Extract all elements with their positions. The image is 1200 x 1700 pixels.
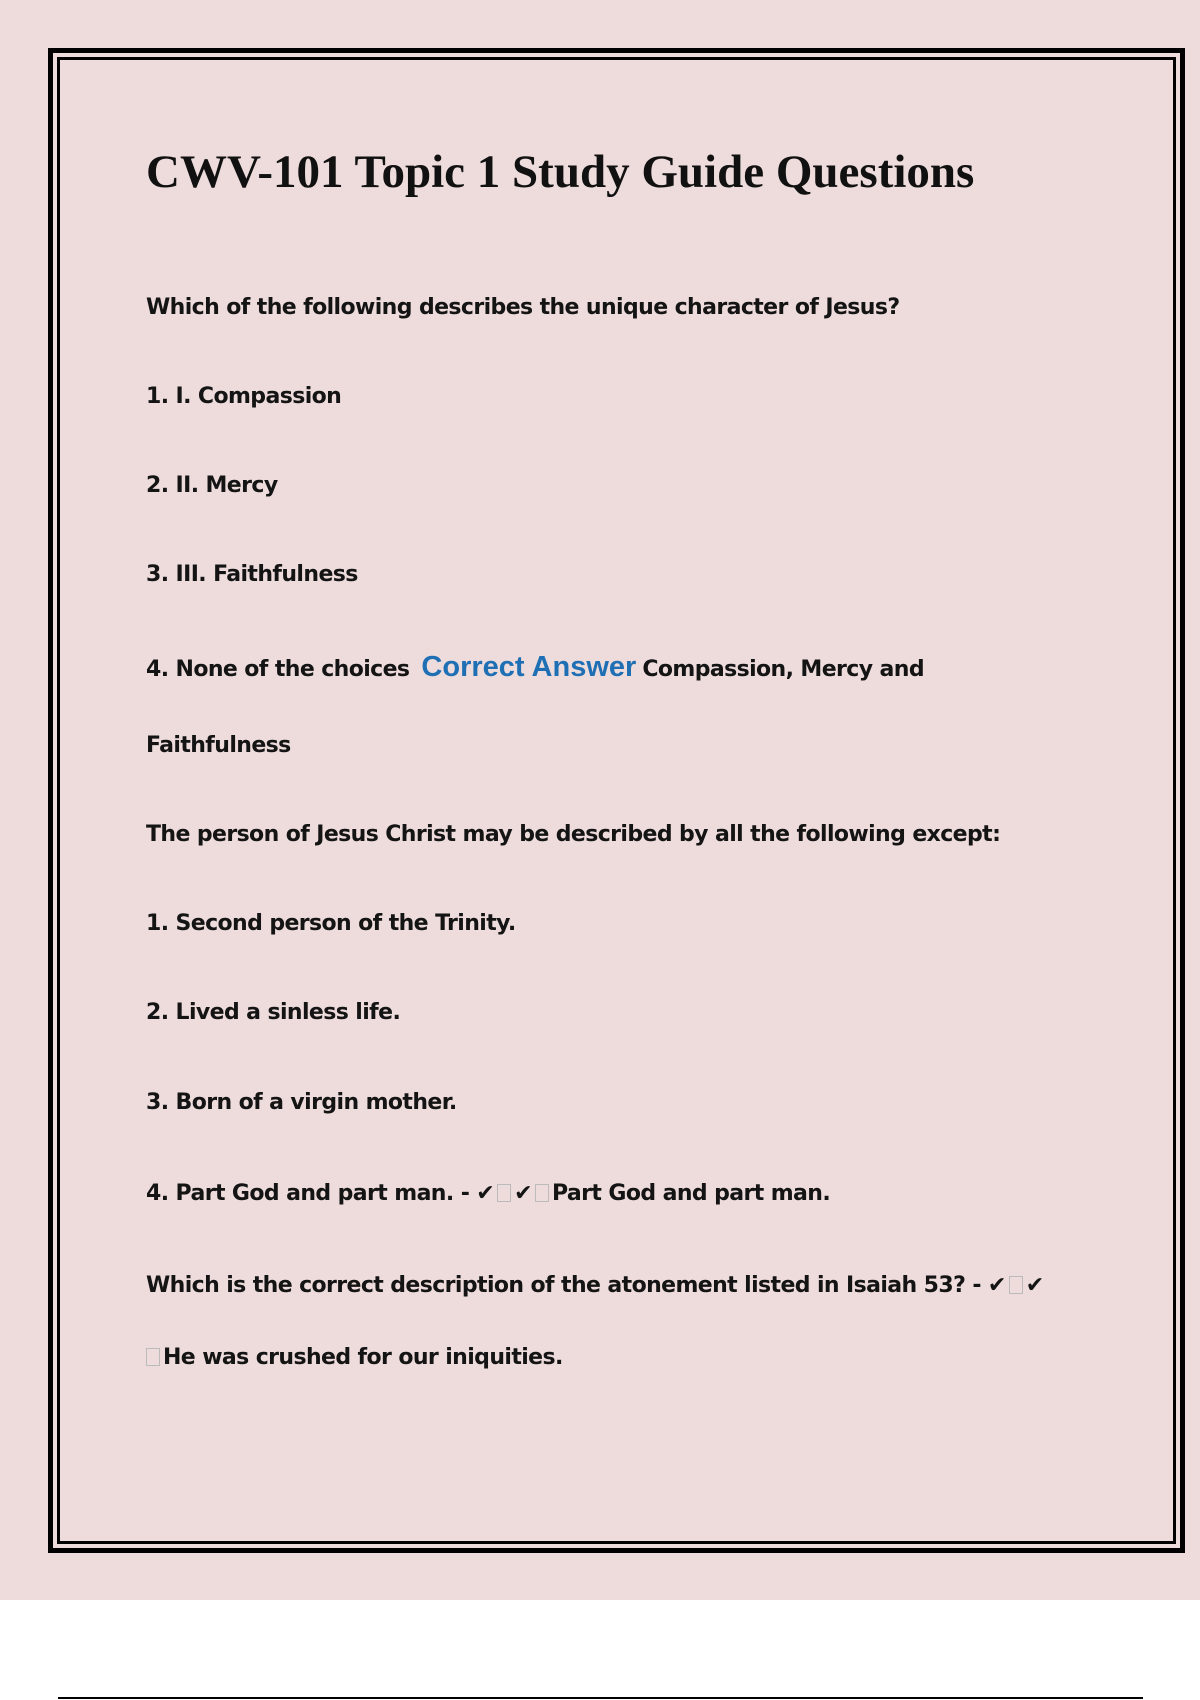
q3-answer: He was crushed for our iniquities. — [163, 1345, 563, 1370]
q1-answer-part2: Faithfulness — [146, 733, 291, 758]
question-2: The person of Jesus Christ may be described by all the following except: — [146, 822, 1001, 847]
q2-answer: Part God and part man. — [551, 1181, 831, 1206]
q1-option-2: 2. II. Mercy — [146, 473, 278, 498]
q2-option-1: 1. Second person of the Trinity. — [146, 911, 516, 936]
glyph-box-icon — [146, 1348, 160, 1366]
question-3: Which is the correct description of the atonement listed in Isaiah 53? - — [146, 1273, 981, 1298]
footer-rule — [58, 1697, 1143, 1699]
check-icon: ✔ — [987, 1273, 1006, 1298]
q2-option-4: 4. Part God and part man. - — [146, 1181, 470, 1206]
q2-option-4-line — [146, 1181, 830, 1206]
question-3-line — [146, 1273, 1044, 1298]
q2-option-2: 2. Lived a sinless life. — [146, 1000, 401, 1025]
page-title: CWV-101 Topic 1 Study Guide Questions — [146, 146, 975, 198]
q1-option-4: 4. None of the choices — [146, 657, 410, 682]
inner-border — [57, 57, 1176, 1544]
check-icon: ✔ — [476, 1181, 495, 1206]
q1-answer-part1: Compassion, Mercy and — [642, 657, 924, 682]
glyph-box-icon — [497, 1184, 511, 1202]
check-icon: ✔ — [1025, 1273, 1044, 1298]
q1-option-1: 1. I. Compassion — [146, 384, 342, 409]
check-icon: ✔ — [514, 1181, 532, 1206]
q1-option-3: 3. III. Faithfulness — [146, 562, 358, 587]
correct-answer-label: Correct Answer — [421, 651, 637, 683]
q1-option-4-line — [146, 651, 924, 684]
q2-option-3: 3. Born of a virgin mother. — [146, 1090, 457, 1115]
question-1: Which of the following describes the unique character of Jesus? — [146, 295, 900, 320]
glyph-box-icon — [1009, 1276, 1023, 1294]
glyph-box-icon — [535, 1184, 549, 1202]
q3-answer-line — [146, 1345, 563, 1370]
